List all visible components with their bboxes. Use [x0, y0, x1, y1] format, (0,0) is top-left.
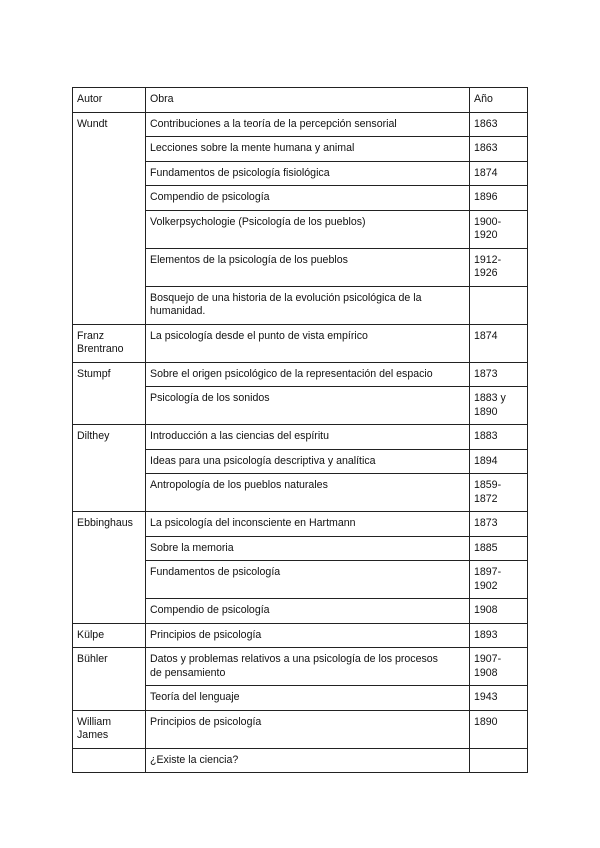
work-cell [146, 112, 470, 137]
work-cell [146, 248, 470, 286]
cell-line: 1908 [474, 604, 498, 616]
cell-line: 1902 [474, 579, 498, 592]
cell-line: 1885 [474, 541, 498, 554]
year-cell [470, 387, 528, 425]
table-row [73, 623, 528, 648]
author-cell [73, 362, 146, 425]
author-cell [73, 512, 146, 624]
cell-line: 1894 [474, 454, 498, 467]
header-row [73, 88, 528, 113]
cell-line: Psicología de los sonidos [150, 392, 270, 404]
cell-line: 1883 [474, 430, 498, 442]
cell-line: 1883 y [474, 392, 506, 404]
year-cell [470, 710, 528, 748]
cell-line: Dilthey [77, 430, 110, 442]
cell-line: Stumpf [77, 367, 111, 380]
cell-line: Elementos de la psicología de los pueblos [150, 253, 348, 266]
cell-line: La psicología del inconsciente en Hartmann [150, 517, 356, 529]
cell-line: Contribuciones a la teoría de la percepción sensorial [150, 117, 397, 130]
year-cell [470, 112, 528, 137]
year-cell [470, 748, 528, 773]
work-cell [146, 161, 470, 186]
year-cell [470, 425, 528, 450]
cell-line: humanidad. [150, 305, 206, 317]
cell-line: 1874 [474, 166, 498, 179]
cell-line: Volkerpsychologie (Psicología de los pueblos) [150, 215, 366, 228]
cell-line: 1912- [474, 253, 502, 266]
table-row [73, 324, 528, 362]
cell-line: 1896 [474, 191, 498, 203]
author-cell [73, 623, 146, 648]
year-cell [470, 536, 528, 561]
cell-line: 1863 [474, 117, 498, 130]
work-cell [146, 137, 470, 162]
work-cell [146, 623, 470, 648]
table-row [73, 710, 528, 748]
cell-line: Franz [77, 329, 105, 342]
cell-line: Ebbinghaus [77, 517, 133, 529]
cell-line: 1874 [474, 329, 498, 342]
year-cell [470, 186, 528, 211]
author-cell [73, 324, 146, 362]
cell-line: 1926 [474, 267, 498, 279]
cell-line: ¿Existe la ciencia? [150, 753, 239, 766]
header-anio: Año [470, 88, 528, 113]
work-cell [146, 748, 470, 773]
cell-line: 1920 [474, 229, 498, 241]
table-row [73, 748, 528, 773]
table-row [73, 425, 528, 450]
year-cell [470, 324, 528, 362]
year-cell [470, 161, 528, 186]
year-cell [470, 248, 528, 286]
cell-line: Datos y problemas relativos a una psicología de los procesos [150, 653, 438, 665]
work-cell [146, 425, 470, 450]
table-body [73, 112, 528, 773]
work-cell [146, 536, 470, 561]
table-header [73, 88, 528, 113]
cell-line: Teoría del lenguaje [150, 691, 240, 703]
work-cell [146, 512, 470, 537]
cell-line: Fundamentos de psicología fisiológica [150, 166, 330, 179]
cell-line: 1890 [474, 405, 498, 418]
year-cell [470, 599, 528, 624]
author-cell [73, 425, 146, 512]
cell-line: Compendio de psicología [150, 604, 270, 616]
cell-line: 1908 [474, 666, 498, 679]
cell-line: Lecciones sobre la mente humana y animal [150, 142, 355, 154]
cell-line: Bühler [77, 653, 108, 665]
table-row [73, 112, 528, 137]
cell-line: de pensamiento [150, 666, 226, 679]
cell-line: Sobre el origen psicológico de la representación del espacio [150, 367, 433, 380]
cell-line: Principios de psicología [150, 715, 262, 728]
cell-line: James [77, 729, 109, 741]
header-autor: Autor [73, 88, 146, 113]
cell-line: 1873 [474, 367, 498, 380]
work-cell [146, 561, 470, 599]
author-cell [73, 112, 146, 324]
year-cell [470, 561, 528, 599]
cell-line: 1859- [474, 479, 502, 491]
table-row [73, 648, 528, 686]
year-cell [470, 686, 528, 711]
work-cell [146, 449, 470, 474]
cell-line: Bosquejo de una historia de la evolución psicológica de la [150, 291, 422, 304]
year-cell [470, 137, 528, 162]
table-row [73, 512, 528, 537]
author-cell [73, 648, 146, 711]
cell-line: 1907- [474, 653, 502, 665]
cell-line: 1893 [474, 628, 498, 641]
work-cell [146, 186, 470, 211]
work-cell [146, 686, 470, 711]
cell-line: 1890 [474, 715, 498, 728]
table-row [73, 362, 528, 387]
work-cell [146, 599, 470, 624]
cell-line: 1900- [474, 215, 502, 228]
work-cell [146, 362, 470, 387]
cell-line: 1897- [474, 566, 502, 578]
year-cell [470, 623, 528, 648]
work-cell [146, 387, 470, 425]
cell-line: 1873 [474, 517, 498, 529]
cell-line: Compendio de psicología [150, 191, 270, 203]
author-cell [73, 710, 146, 748]
year-cell [470, 648, 528, 686]
work-cell [146, 210, 470, 248]
cell-line: 1872 [474, 492, 498, 505]
year-cell [470, 286, 528, 324]
cell-line: La psicología desde el punto de vista empírico [150, 329, 368, 342]
cell-line: Principios de psicología [150, 628, 262, 641]
year-cell [470, 362, 528, 387]
cell-line: Külpe [77, 628, 105, 641]
cell-line: Ideas para una psicología descriptiva y analítica [150, 454, 376, 467]
work-cell [146, 648, 470, 686]
cell-line: 1943 [474, 691, 498, 703]
cell-line: Wundt [77, 117, 108, 130]
cell-line: Fundamentos de psicología [150, 566, 281, 578]
cell-line: William [77, 715, 112, 728]
cell-line: 1863 [474, 142, 498, 154]
cell-line: Sobre la memoria [150, 541, 234, 554]
year-cell [470, 449, 528, 474]
work-cell [146, 286, 470, 324]
cell-line: Introducción a las ciencias del espíritu [150, 430, 330, 442]
header-obra: Obra [146, 88, 470, 113]
year-cell [470, 512, 528, 537]
author-cell [73, 748, 146, 773]
work-cell [146, 710, 470, 748]
year-cell [470, 210, 528, 248]
work-cell [146, 474, 470, 512]
cell-line: Antropología de los pueblos naturales [150, 479, 328, 491]
cell-line: Brentrano [77, 343, 124, 355]
works-table [72, 87, 528, 773]
year-cell [470, 474, 528, 512]
work-cell [146, 324, 470, 362]
